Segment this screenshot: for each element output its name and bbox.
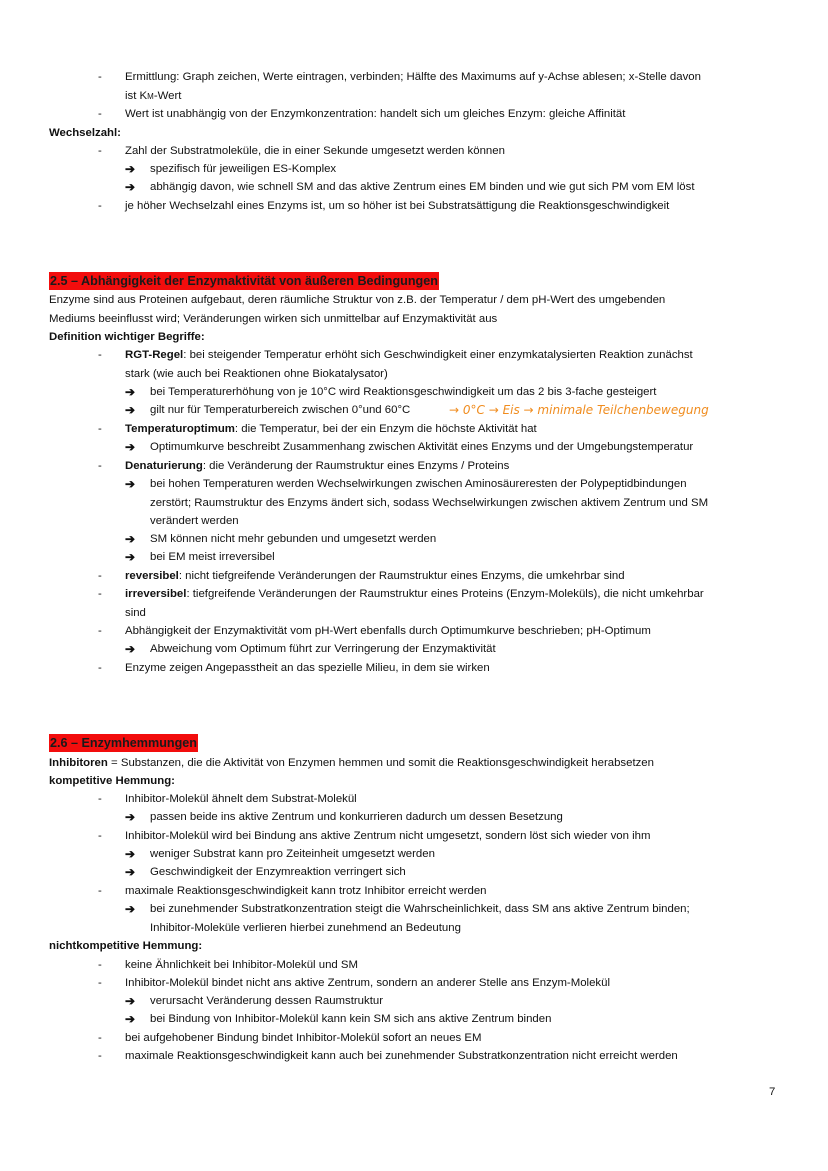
text-line: Ermittlung: Graph zeichen, Werte eintragen, verbinden; Hälfte des Maximums auf y-Achse ablesen; x-Stelle davon [125, 71, 701, 83]
text-line: je höher Wechselzahl eines Enzyms ist, um so höher ist bei Substratsättigung die Reaktionsgeschwindigkeit [125, 200, 670, 212]
text-line: Enzyme sind aus Proteinen aufgebaut, deren räumliche Struktur von z.B. der Temperatur / dem pH-Wert des umgebenden [49, 294, 666, 306]
text-line: bei Temperaturerhöhung von je 10°C wird Reaktionsgeschwindigkeit um das 2 bis 3-fache gesteigert [150, 386, 657, 398]
bullet-dash: - [98, 830, 102, 842]
text-line: Denaturierung: die Veränderung der Raumstruktur eines Enzyms / Proteins [125, 460, 510, 472]
text-line: sind [125, 607, 146, 619]
text-line: verändert werden [150, 515, 239, 527]
text-line: Mediums beeinflusst wird; Veränderungen wirken sich unmittelbar auf Enzymaktivität aus [49, 313, 498, 325]
bullet-dash: - [98, 977, 102, 989]
arrow-icon: ➔ [125, 162, 136, 176]
text-line: passen beide ins aktive Zentrum und konkurrieren dadurch um dessen Besetzung [150, 811, 563, 823]
bullet-dash: - [98, 793, 102, 805]
arrow-icon: ➔ [125, 385, 136, 399]
arrow-icon: ➔ [125, 994, 136, 1008]
bullet-dash: - [98, 625, 102, 637]
bullet-dash: - [98, 1050, 102, 1062]
text-line: bei aufgehobener Bindung bindet Inhibitor-Molekül sofort an neues EM [125, 1032, 482, 1044]
text-line: Inhibitor-Moleküle verlieren hierbei zunehmend an Bedeutung [150, 922, 461, 934]
text-line: bei Bindung von Inhibitor-Molekül kann kein SM sich ans aktive Zentrum binden [150, 1013, 552, 1025]
text-line: maximale Reaktionsgeschwindigkeit kann auch bei zunehmender Substratkonzentration nicht erreicht werden [125, 1050, 678, 1062]
arrow-icon: ➔ [125, 532, 136, 546]
text-line: Inhibitoren = Substanzen, die die Aktivität von Enzymen hemmen und somit die Reaktionsgeschwindigkeit herabsetzen [49, 757, 654, 769]
arrow-icon: ➔ [125, 865, 136, 879]
bullet-dash: - [98, 570, 102, 582]
subsection-title: kompetitive Hemmung: [49, 775, 175, 787]
text-line: Enzyme zeigen Angepasstheit an das spezielle Milieu, in dem sie wirken [125, 662, 490, 674]
text-line: Inhibitor-Molekül ähnelt dem Substrat-Molekül [125, 793, 357, 805]
text-line: Inhibitor-Molekül wird bei Bindung ans aktive Zentrum nicht umgesetzt, sondern löst sich wieder von ihm [125, 830, 651, 842]
text-line: zerstört; Raumstruktur des Enzyms ändert sich, sodass Wechselwirkungen zwischen aktivem Zentrum und SM [150, 497, 709, 509]
text-line: weniger Substrat kann pro Zeiteinheit umgesetzt werden [150, 848, 435, 860]
arrow-icon: ➔ [125, 440, 136, 454]
arrow-icon: ➔ [125, 1012, 136, 1026]
arrow-icon: ➔ [125, 810, 136, 824]
section-heading-2-5: 2.5 – Abhängigkeit der Enzymaktivität von äußeren Bedingungen [50, 274, 438, 288]
bullet-dash: - [98, 885, 102, 897]
text-line: Optimumkurve beschreibt Zusammenhang zwischen Aktivität eines Enzyms und der Umgebungstemperatur [150, 441, 694, 453]
bullet-dash: - [98, 588, 102, 600]
subsection-title: nichtkompetitive Hemmung: [49, 940, 203, 952]
text-line: gilt nur für Temperaturbereich zwischen 0°und 60°C [150, 404, 411, 416]
bullet-dash: - [98, 349, 102, 361]
arrow-icon: ➔ [125, 847, 136, 861]
text-line: verursacht Veränderung dessen Raumstruktur [150, 995, 383, 1007]
bullet-dash: - [98, 145, 102, 157]
text-line: bei zunehmender Substratkonzentration steigt die Wahrscheinlichkeit, dass SM ans aktive Zentrum binden; [150, 903, 690, 915]
page-number: 7 [769, 1086, 776, 1098]
text-line: bei hohen Temperaturen werden Wechselwirkungen zwischen Aminosäureresten der Polypeptidbindungen [150, 478, 687, 490]
text-line: Wert ist unabhängig von der Enzymkonzentration: handelt sich um gleiches Enzym: gleiche Affinität [125, 108, 626, 120]
section-heading-2-6: 2.6 – Enzymhemmungen [50, 736, 197, 750]
text-line: RGT-Regel: bei steigender Temperatur erhöht sich Geschwindigkeit einer enzymkatalysierten Reaktion zunächst [125, 349, 693, 361]
arrow-icon: ➔ [125, 642, 136, 656]
bullet-dash: - [98, 423, 102, 435]
arrow-icon: ➔ [125, 403, 136, 417]
bullet-dash: - [98, 460, 102, 472]
bullet-dash: - [98, 662, 102, 674]
text-line: bei EM meist irreversibel [150, 551, 275, 563]
text-line: reversibel: nicht tiefgreifende Veränderungen der Raumstruktur eines Enzyms, die umkehrbar sind [125, 570, 625, 582]
text-line: abhängig davon, wie schnell SM and das aktive Zentrum eines EM binden und wie gut sich PM vom EM löst [150, 181, 695, 193]
text-line: Abweichung vom Optimum führt zur Verringerung der Enzymaktivität [150, 643, 496, 655]
subsection-title: Wechselzahl: [49, 127, 121, 139]
bullet-dash: - [98, 1032, 102, 1044]
text-line: maximale Reaktionsgeschwindigkeit kann trotz Inhibitor erreicht werden [125, 885, 487, 897]
arrow-icon: ➔ [125, 902, 136, 916]
text-line: irreversibel: tiefgreifende Veränderungen der Raumstruktur eines Proteins (Enzym-Moleküls), die nicht umkehrbar [125, 588, 704, 600]
handwritten-annotation: → 0°C → Eis → minimale Teilchenbewegung [449, 403, 709, 417]
text-line: Abhängigkeit der Enzymaktivität vom pH-Wert ebenfalls durch Optimumkurve beschrieben; pH-Optimum [125, 625, 651, 637]
text-line: spezifisch für jeweiligen ES-Komplex [150, 163, 337, 175]
bullet-dash: - [98, 959, 102, 971]
text-line: ist KM-Wert [125, 90, 182, 102]
text-line: Zahl der Substratmoleküle, die in einer Sekunde umgesetzt werden können [125, 145, 505, 157]
text-line: keine Ähnlichkeit bei Inhibitor-Molekül und SM [125, 959, 358, 971]
arrow-icon: ➔ [125, 550, 136, 564]
text-line: Inhibitor-Molekül bindet nicht ans aktive Zentrum, sondern an anderer Stelle ans Enzym-Molekül [125, 977, 610, 989]
bullet-dash: - [98, 71, 102, 83]
text-line: stark (wie auch bei Reaktionen ohne Biokatalysator) [125, 368, 388, 380]
bullet-dash: - [98, 200, 102, 212]
text-line: Temperaturoptimum: die Temperatur, bei der ein Enzym die höchste Aktivität hat [125, 423, 537, 435]
arrow-icon: ➔ [125, 180, 136, 194]
text-line: SM können nicht mehr gebunden und umgesetzt werden [150, 533, 437, 545]
subsection-title: Definition wichtiger Begriffe: [49, 331, 205, 343]
text-line: Geschwindigkeit der Enzymreaktion verringert sich [150, 866, 406, 878]
bullet-dash: - [98, 108, 102, 120]
arrow-icon: ➔ [125, 477, 136, 491]
